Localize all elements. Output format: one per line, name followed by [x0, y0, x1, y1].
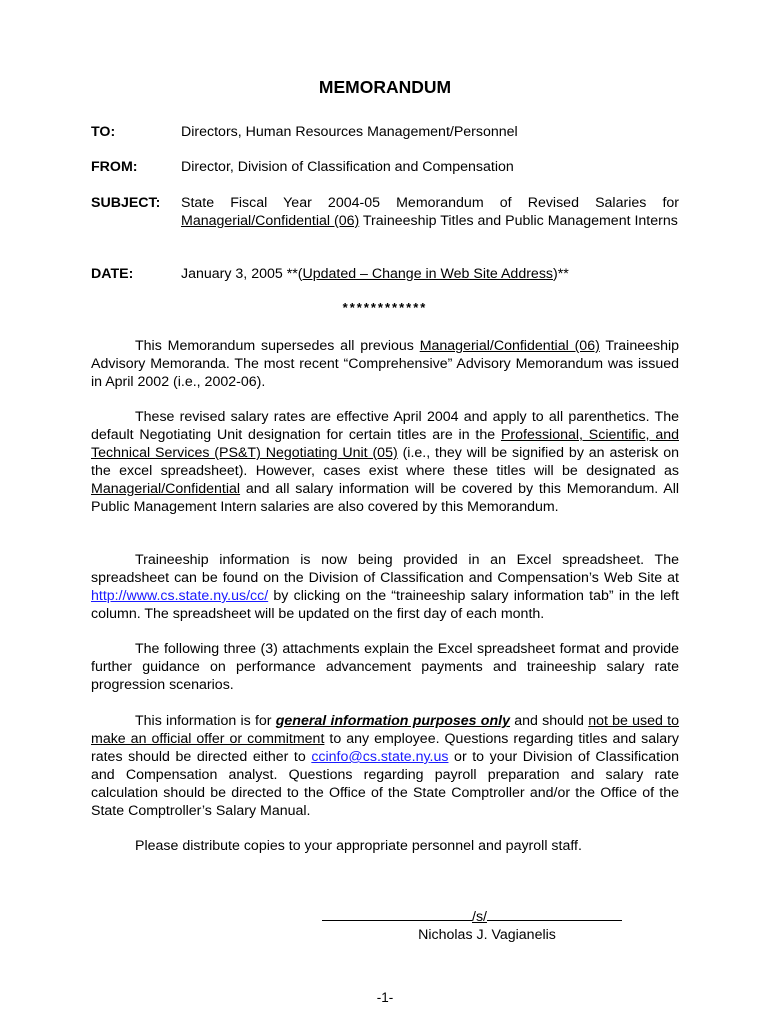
p5-emphasis: general information purposes only	[275, 713, 510, 729]
to-value: Directors, Human Resources Management/Personnel	[181, 124, 518, 140]
paragraph-2	[91, 408, 679, 516]
date-label: DATE:	[91, 266, 134, 282]
date-value	[181, 265, 679, 283]
p1-text-b: Traineeship Advisory Memoranda. The most recent “Comprehensive” Advisory Memorandum was issued in April 2002 (i.e., 2002-06).	[91, 338, 680, 390]
p6-text-a: Please distribute copies to your appropriate personnel and payroll staff.	[135, 838, 582, 854]
signature-rule-left	[322, 908, 472, 921]
date-prefix: January 3, 2005 **(	[181, 266, 303, 282]
p2-text-b: (i.e., they will be signified by an asterisk on the excel spreadsheet). However, cases exist where these titles will be designated as	[91, 445, 679, 479]
p5-text-d: or to your Division of Classification and Compensation analyst. Questions regarding payroll preparation and salary rate calculation should be directed to the Office of the State Comptroller and/or the Office of the State Comptroller’s Salary Manual.	[91, 749, 680, 819]
p3-text-a: Traineeship information is now being provided in an Excel spreadsheet. The spreadsheet can be found on the Division of Classification and Compensation’s Web Site at	[91, 552, 679, 586]
email-link[interactable]: ccinfo@cs.state.ny.us	[311, 749, 449, 765]
from-value: Director, Division of Classification and Compensation	[181, 159, 514, 175]
p5-text-a: This information is for	[135, 713, 276, 729]
subject-prefix: State Fiscal Year 2004-05 Memorandum of Revised Salaries for	[181, 195, 679, 211]
signature-mark: /s/	[472, 909, 487, 925]
paragraph-4	[91, 640, 679, 694]
p2-text-a: These revised salary rates are effective April 2004 and apply to all parenthetics. The default Negotiating Unit designation for certain titles are in the	[91, 409, 679, 443]
from-label: FROM:	[91, 159, 138, 175]
p1-text-a: This Memorandum supersedes all previous	[135, 338, 420, 354]
page-number: -1-	[376, 990, 394, 1005]
to-label: TO:	[91, 124, 116, 140]
date-suffix: )**	[553, 266, 569, 282]
paragraph-1	[91, 337, 679, 391]
memo-title: MEMORANDUM	[318, 77, 452, 97]
p5-text-c: to any employee. Questions regarding titles and salary rates should be directed either to	[91, 731, 679, 765]
signature-rule-right	[487, 908, 622, 921]
p2-underlined-2: Managerial/Confidential	[91, 481, 241, 497]
subject-unit: Managerial/Confidential (06)	[181, 213, 360, 229]
p1-underlined: Managerial/Confidential (06)	[419, 338, 600, 354]
subject-label: SUBJECT:	[91, 195, 161, 211]
p2-text-c: and all salary information will be covered by this Memorandum. All Public Management Intern salaries are also covered by this Memorandum.	[91, 481, 679, 515]
separator: ************	[342, 300, 428, 315]
date-update-note: Updated – Change in Web Site Address	[302, 266, 554, 282]
signatory-name: Nicholas J. Vagianelis	[418, 927, 556, 943]
p4-text-a: The following three (3) attachments explain the Excel spreadsheet format and provide further guidance on performance advancement payments and traineeship salary rate progression scenarios.	[91, 641, 679, 693]
p5-underlined: not be used to make an official offer or commitment	[91, 713, 680, 747]
p3-text-b: by clicking on the “traineeship salary information tab” in the left column. The spreadsheet will be updated on the first day of each month.	[91, 588, 679, 622]
paragraph-5	[91, 712, 679, 820]
signature-line	[317, 908, 627, 926]
subject-value	[181, 194, 679, 230]
paragraph-6	[91, 837, 679, 855]
website-link[interactable]: http://www.cs.state.ny.us/cc/	[91, 588, 269, 604]
paragraph-3	[91, 551, 679, 623]
subject-suffix: Traineeship Titles and Public Management Interns	[359, 213, 678, 229]
p2-underlined-1: Professional, Scientific, and Technical Services (PS&T) Negotiating Unit (05)	[91, 427, 679, 461]
p5-text-b: and should	[509, 713, 589, 729]
